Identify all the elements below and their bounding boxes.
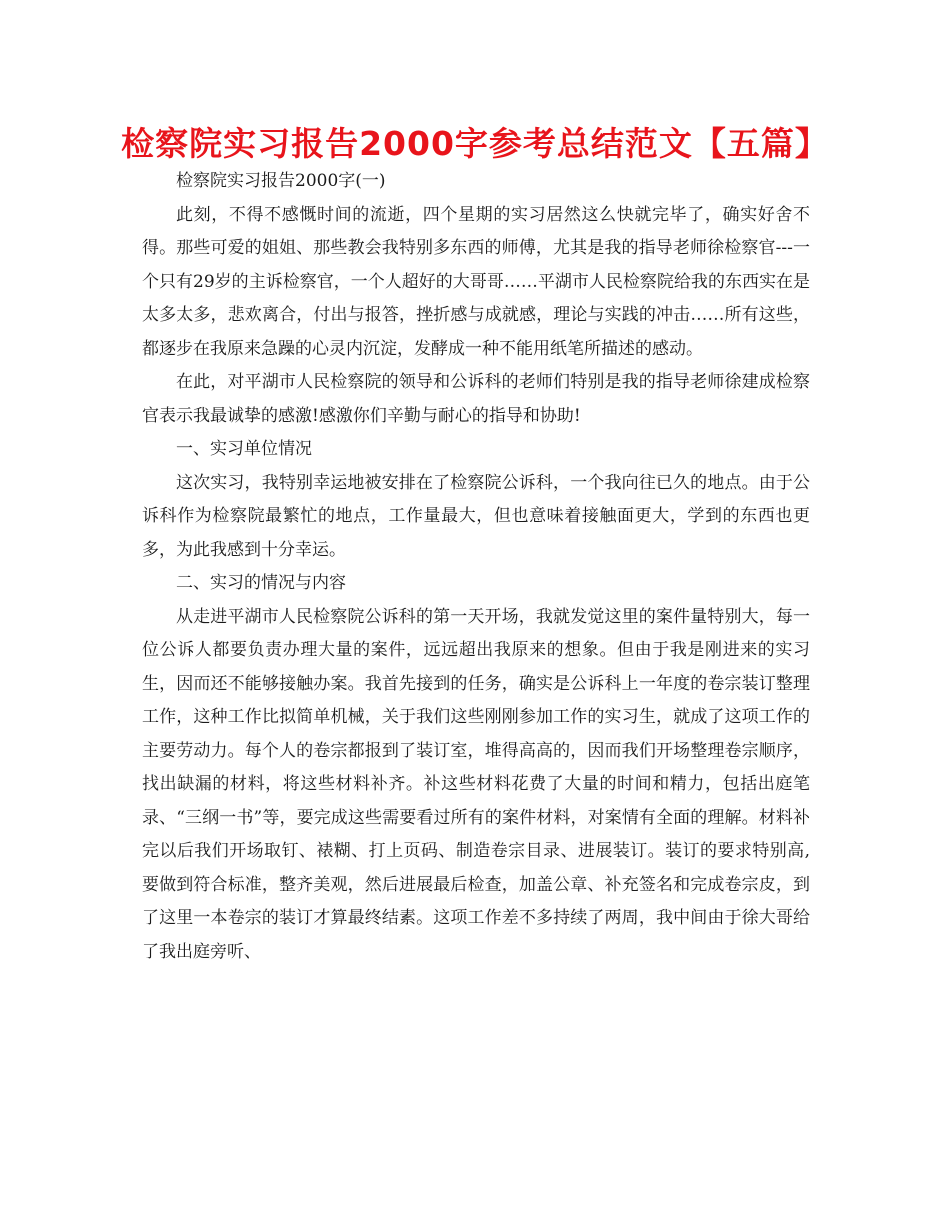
paragraph: 从走进平湖市人民检察院公诉科的第一天开场，我就发觉这里的案件量特别大，每一位公诉人都要负责办理大量的案件，远远超出我原来的想象。但由于我是刚进来的实习生，因而还不能够接触办案。我首先接到的任务，确实是公诉科上一年度的卷宗装订整理工作，这种工作比拟简单机械，关于我们这些刚刚参加工作的实习生，就成了这项工作的主要劳动力。每个人的卷宗都报到了装订室，堆得高高的，因而我们开场整理卷宗顺序，找出缺漏的材料，将这些材料补齐。补这些材料花费了大量的时间和精力，包括出庭笔录、“三纲一书”等，要完成这些需要看过所有的案件材料，对案情有全面的理解。材料补完以后我们开场取钉、裱糊、打上页码、制造卷宗目录、进展装订。装订的要求特别高,要做到符合标准，整齐美观，然后进展最后检查，加盖公章、补充签名和完成卷宗皮，到了这里一本卷宗的装订才算最终结素。这项工作差不多持续了两周，我中间由于徐大哥给了我出庭旁听、 xyxy=(142,606,810,962)
section-heading: 检察院实习报告2000字(一) xyxy=(176,171,386,191)
section-heading: 二、实习的情况与内容 xyxy=(176,573,346,593)
paragraph: 此刻，不得不感慨时间的流逝，四个星期的实习居然这么快就完毕了，确实好舍不得。那些可爱的姐姐、那些教会我特别多东西的师傅，尤其是我的指导老师徐检察官---一个只有29岁的主诉检察官，一个人超好的大哥哥……平湖市人民检察院给我的东西实在是太多太多，悲欢离合，付出与报答，挫折感与成就感，理论与实践的冲击……所有这些，都逐步在我原来急躁的心灵内沉淀，发酵成一种不能用纸笔所描述的感动。 xyxy=(142,204,810,359)
document-body xyxy=(142,165,810,969)
section-heading: 一、实习单位情况 xyxy=(176,439,312,459)
document-title: 检察院实习报告2000字参考总结范文【五篇】 xyxy=(121,124,829,163)
paragraph: 这次实习，我特别幸运地被安排在了检察院公诉科，一个我向往已久的地点。由于公诉科作为检察院最繁忙的地点，工作量最大，但也意味着接触面更大，学到的东西也更多，为此我感到十分幸运。 xyxy=(142,472,810,560)
paragraph: 在此，对平湖市人民检察院的领导和公诉科的老师们特别是我的指导老师徐建成检察官表示我最诚挚的感激!感激你们辛勤与耐心的指导和协助! xyxy=(142,372,810,426)
